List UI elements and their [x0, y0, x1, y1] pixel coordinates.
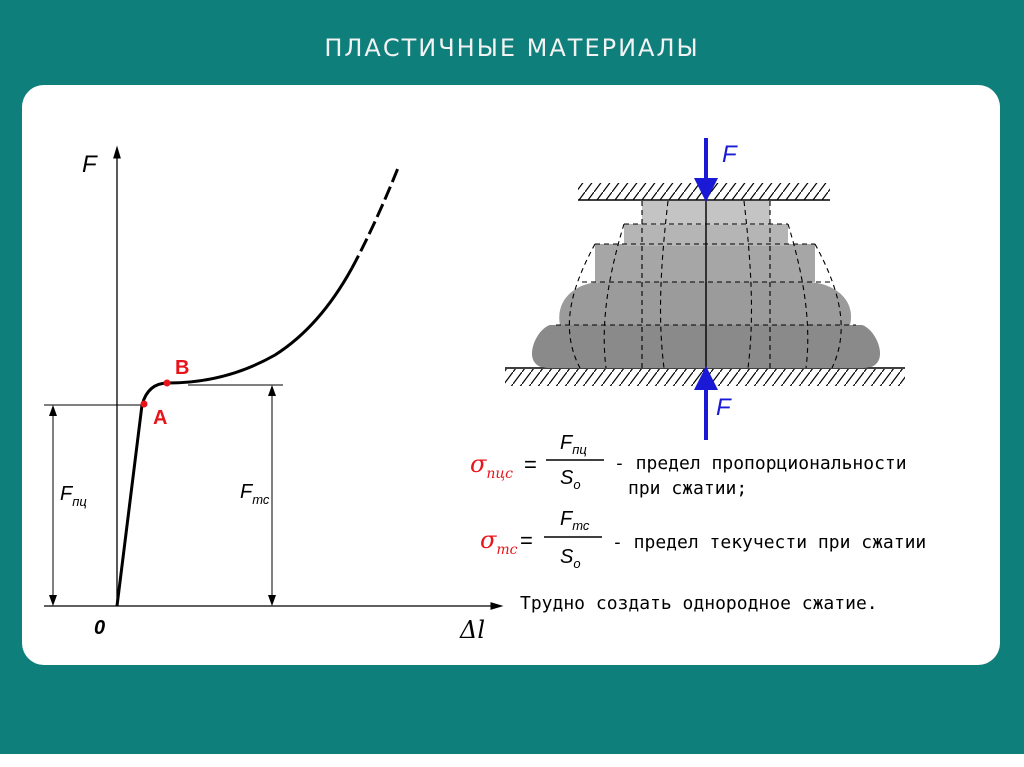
f-tc-label: $F_{тс}$ [240, 481, 270, 507]
formula-proportional [470, 432, 907, 499]
deformation-curve-dashed [352, 168, 398, 268]
slide-title: ПЛАСТИЧНЫЕ МАТЕРИАЛЫ [324, 34, 700, 62]
x-axis-label: Δl [460, 616, 486, 644]
origin-label: 0 [94, 617, 106, 639]
formula-2-description-line1: - предел текучести при сжатии [612, 532, 927, 553]
f-tc-arrow-bottom [268, 595, 276, 606]
specimen-stage-2 [595, 244, 815, 282]
formula-1-description-line1: - предел пропорциональности [614, 453, 907, 474]
compression-note: Трудно создать однородное сжатие. [520, 593, 878, 614]
point-a-label: A [153, 407, 168, 429]
deformation-curve [117, 268, 352, 606]
force-deformation-graph [44, 151, 497, 644]
f-pc-arrow-bottom [49, 595, 57, 606]
formula-2-equals: = [520, 528, 533, 553]
formula-2-numerator: $F_{тс}$ [560, 508, 590, 533]
point-a-marker [141, 401, 148, 408]
formula-2-denominator: $S_о$ [560, 546, 581, 571]
formula-1-sigma: $\sigma_{пцс}$ [470, 450, 514, 482]
formula-1-numerator: $F_{пц}$ [560, 432, 587, 457]
formula-1-equals: = [524, 452, 537, 477]
formula-1-denominator: $S_о$ [560, 467, 581, 492]
formula-1-description-line2: при сжатии; [628, 478, 748, 499]
force-bottom-label: F [716, 394, 731, 421]
f-tc-arrow-top [268, 385, 276, 396]
point-b-marker [164, 380, 171, 387]
point-b-label: B [175, 357, 190, 379]
compression-specimen [505, 138, 905, 440]
f-pc-arrow-top [49, 405, 57, 416]
specimen-stage-3 [559, 282, 851, 325]
formula-yield [480, 508, 926, 571]
f-pc-label: $F_{пц}$ [60, 483, 87, 509]
y-axis-label: F [82, 151, 97, 178]
formula-2-sigma: $\sigma_{тс}$ [480, 526, 518, 558]
force-top-label: F [722, 141, 737, 168]
